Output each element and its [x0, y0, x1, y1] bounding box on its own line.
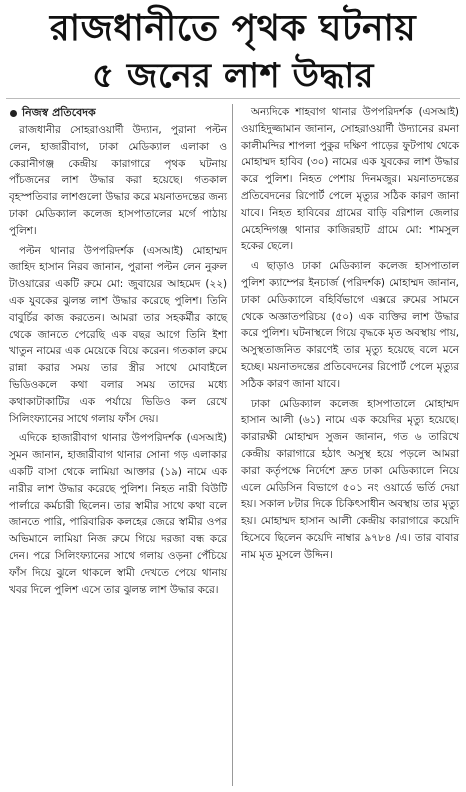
headline	[6, 6, 460, 98]
article-column-right	[241, 104, 459, 567]
headline-rule	[6, 98, 460, 99]
article-column-left	[9, 122, 227, 601]
paragraph: এ ছাড়াও ঢাকা মেডিক্যাল কলেজ হাসপাতাল পুলিশ ক্যাম্পের ইনচার্জ (পরিদর্শক) মোহাম্মদ জানান, ঢাকা মেডিক্যালে বহির্বিভাগে এক্সরে রুমের সামনে থেকে অজ্ঞাতপরিচয় (৫০) এক ব্যক্তির লাশ উদ্ধার করে পুলিশ। ঘটনাস্থলে গিয়ে বৃদ্ধকে মৃত অবস্থায় পায়, অসুস্থতাজনিত কারণেই তার মৃত্যু হয়েছে বলে মনে হচ্ছে। ময়নাতদন্তের প্রতিবেদনের রিপোর্ট পেলে মৃত্যুর সঠিক কারণ জানা যাবে।	[241, 260, 459, 390]
paragraph: অন্যদিকে শাহবাগ থানার উপপরিদর্শক (এসআই) ওয়াহিদুজ্জামান জানান, সোহরাওয়ার্দী উদ্যানের রমনা কালীমন্দির শাপলা পুকুর দক্ষিণ পাড়ের ফুটপাথ থেকে মোহাম্মদ হাবিব (৩০) নামের এক যুবকের লাশ উদ্ধার করে পুলিশ। নিহত পেশায় দিনমজুর। ময়নাতদন্তের প্রতিবেদনের রিপোর্ট পেলে মৃত্যুর সঠিক কারণ জানা যাবে। নিহত হাবিবের গ্রামের বাড়ি বরিশাল জেলার মেহেন্দিগঞ্জ থানার কাজিরহাট গ্রামে মো: শামসুল হকের ছেলে।	[241, 106, 459, 253]
paragraph: রাজধানীর সোহরাওয়ার্দী উদ্যান, পুরানা পল্টন লেন, হাজারীবাগ, ঢাকা মেডিক্যাল এলাকা ও কেরানীগঞ্জ কেন্দ্রীয় কারাগারে পৃথক ঘটনায় পাঁচজনের লাশ উদ্ধার করা হয়েছে। গতকাল বৃহস্পতিবার লাশগুলো উদ্ধার করে ময়নাতদন্তের জন্য ঢাকা মেডিক্যাল কলেজ হাসপাতালের মর্গে পাঠায় পুলিশ।	[9, 124, 227, 237]
headline-line-1: রাজধানীতে পৃথক ঘটনায়	[49, 8, 417, 49]
headline-line-2: ৫ জনের লাশ উদ্ধার	[92, 56, 374, 96]
paragraph: ঢাকা মেডিক্যাল কলেজ হাসপাতালে মোহাম্মদ হাসান আলী (৬১) নামে এক কয়েদির মৃত্যু হয়েছে। কারারক্ষী মোহাম্মদ সুজন জানান, গত ৬ তারিখে কেন্দ্রীয় কারাগারে হঠাৎ অসুস্থ হয়ে পড়লে আমরা কারা কর্তৃপক্ষে নির্দেশে দ্রুত ঢাকা মেডিক্যালে নিয়ে এলে মেডিসিন বিভাগে ৫০১ নং ওয়ার্ডে ভর্তি দেয়া হয়। সকাল ৮টার দিকে চিকিৎসাধীন অবস্থায় তার মৃত্যু হয়। মোহাম্মদ হাসান আলী কেন্দ্রীয় কারাগারে কয়েদি হিসেবে ছিলেন কয়েদি নাম্বার ৯৭৮৪ /এ। তার বাবার নাম মৃত মুসলে উদ্দিন।	[241, 397, 459, 561]
bullet-icon	[10, 110, 17, 117]
paragraph: পল্টন থানার উপপরিদর্শক (এসআই) মোহাম্মদ জাহিদ হাসান নিরব জানান, পুরানা পল্টন লেন নুরুল টাওয়ারের একটি রুমে মো: জুবায়ের আহমেদ (২২) এক যুবকের ঝুলন্ত লাশ উদ্ধার করেছে পুলিশ। তিনি বাবুর্চির কাজ করতেন। আমরা তার সহকর্মীর কাছে থেকে জানতে পেরেছি এক বছর আগে তিনি ইশা খাতুন নামের এক মেয়েকে বিয়ে করেন। গতকাল রুমে রান্না করার সময় তার স্ত্রীর সাথে মোবাইলে ভিডিওকলে কথা বলার সময় তাদের মধ্যে কথাকাটাকাটির এক পর্যায়ে ভিডিও কল রেখে সিলিংফ্যানের সাথে গলায় ফাঁস দেয়।	[9, 244, 227, 425]
paragraph: এদিকে হাজারীবাগ থানার উপপরিদর্শক (এসআই) সুমন জানান, হাজারীবাগ থানার সোনা গড় এলাকার একটি বাসা থেকে লামিয়া আক্তার (১৯) নামে এক নারীর লাশ উদ্ধার করেছে পুলিশ। নিহত নারী বিউটি পার্লারে কর্মচারী ছিলেন। তার স্বামীর সাথে কথা বলে জানতে পারি, পারিবারিক কলহের জেরে স্বামীর ওপর অভিমানে লামিয়া নিজ রুমে গিয়ে দরজা বন্ধ করে দেন। পরে সিলিংফ্যানের সাথে গলায় ওড়না পেঁচিয়ে ফাঁস দিয়ে ঝুলে থাকলে স্বামী দেখতে পেয়ে থানায় খবর দিলে পুলিশ এসে তার ঝুলন্ত লাশ উদ্ধার করে।	[9, 432, 227, 596]
byline-text: নিজস্ব প্রতিবেদক	[22, 106, 96, 119]
byline	[10, 104, 96, 123]
column-divider	[232, 104, 233, 786]
